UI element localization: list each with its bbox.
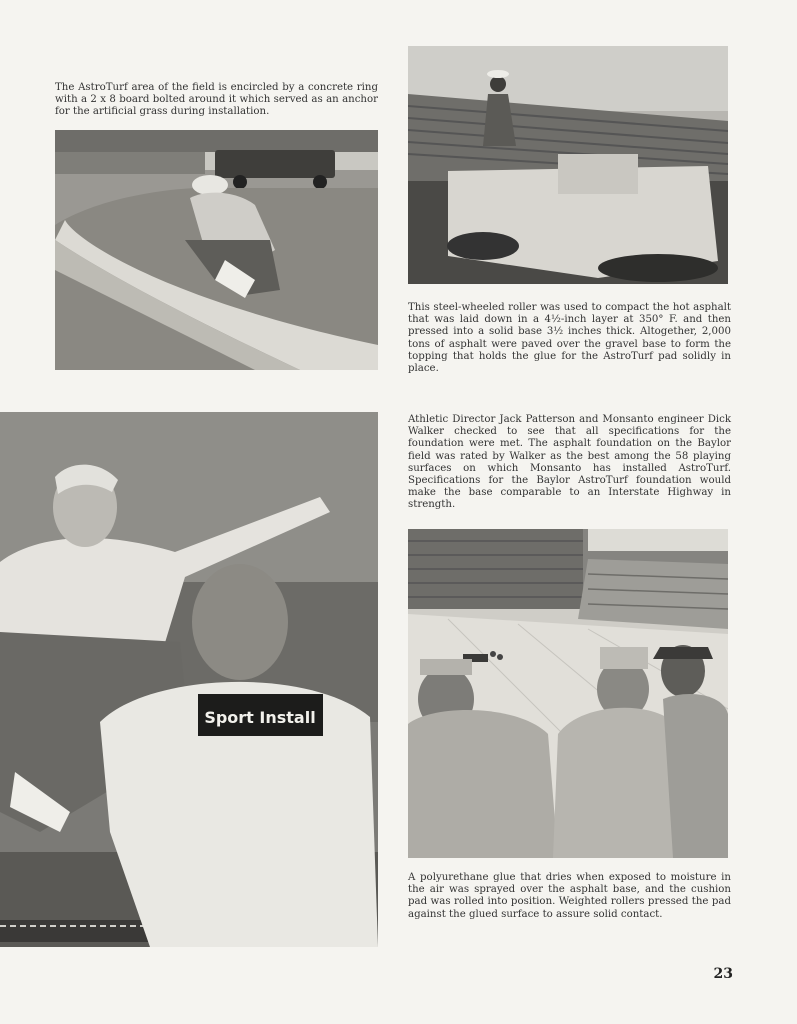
caption-athletic-director: Athletic Director Jack Patterson and Monsanto engineer Dick Walker checked to see that all specifications for the foundation were met. The asphalt foundation on the Baylor field was rated by Walker as the best among the 58 playing surfaces on which Monsanto has installed AstroTurf. Specifications for the Baylor AstroTurf foundation would make the base comparable to an Interstate Highway in strength. (408, 414, 731, 511)
caption-steel-roller: This steel-wheeled roller was used to compact the hot asphalt that was laid down in a 4½-inch layer at 350° F. and then pressed into a solid base 3½ inches thick. Altogether, 2,000 tons of asphalt were paved over the gravel base to form the topping that holds the glue for the AstroTurf pad solidly in place. (408, 302, 731, 375)
caption-polyurethane: A polyurethane glue that dries when exposed to moisture in the air was sprayed over the asphalt base, and the cushion pad was rolled into position. Weighted rollers pressed the pad against the glued surface to assure solid contact. (408, 872, 731, 920)
caption-concrete-ring: The AstroTurf area of the field is encircled by a concrete ring with a 2 x 8 board bolted around it which served as an anchor for the artificial grass during installation. (55, 82, 378, 118)
photo-field-watchers (408, 529, 728, 858)
shirt-label: Sport Install (204, 708, 316, 727)
photo-concrete-ring (55, 130, 378, 370)
page-number: 23 (713, 966, 733, 982)
photo-patterson-walker (0, 412, 378, 947)
photo-steel-roller (408, 46, 728, 284)
